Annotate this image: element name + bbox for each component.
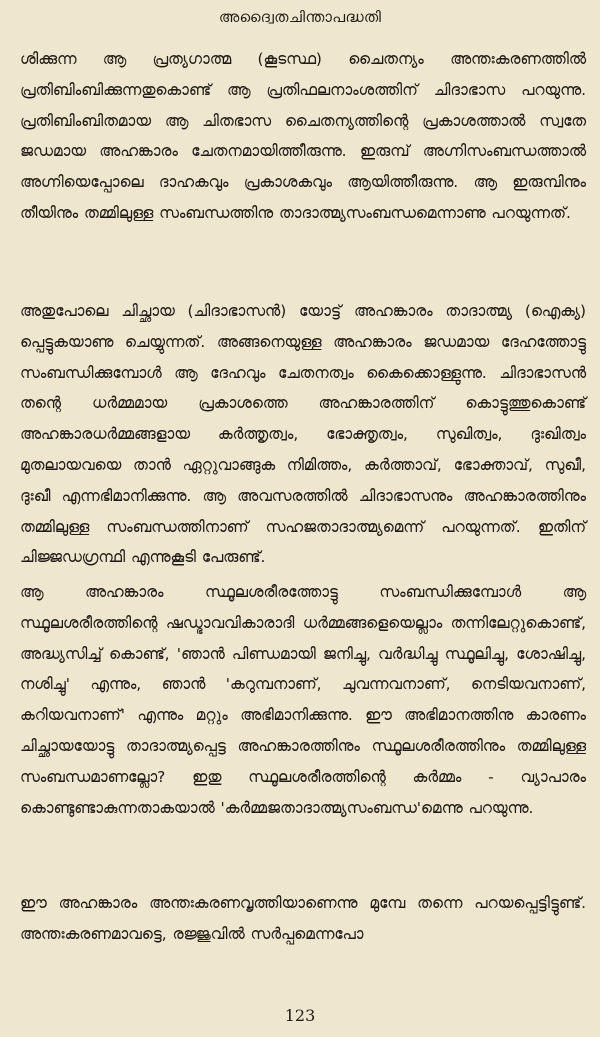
- paragraph-3: ആ അഹങ്കാരം സ്ഥൂലശരീരത്തോട്ടു സംബന്ധിക്കുമ്പോൾ ആ സ്ഥൂലശരീരത്തിന്റെ ഷഡ്ഭാവവികാരാദി ധർമ്മങ്ങളെയെല്ലാം തന്നിലേറ്റുകൊണ്ട്, അദ്ധ്യസിച്ച് കൊണ്ട്, 'ഞാൻ പിണ്ഡമായി ജനിച്ചു, വർദ്ധിച്ചു സ്ഥൂലിച്ചു, ശോഷിച്ചു, നശിച്ചു' എന്നും, ഞാൻ 'കറുമ്പനാണ്, ചുവന്നവനാണ്, നെടിയവനാണ്, കറിയവനാണ്' എന്നും മറ്റും അഭിമാനിക്കുന്നു. ഈ അഭിമാനത്തിനു കാരണം ചിച്ഛായയോട്ടു താദാത്മ്യപ്പെട്ട അഹങ്കാരത്തിനും സ്ഥൂലശരീരത്തിനും തമ്മിലുള്ള സംബന്ധമാണല്ലോ? ഇതു സ്ഥൂലശരീരത്തിന്റെ കർമ്മം - വ്യാപാരം കൊണ്ടുണ്ടാകുന്നതാകയാൽ 'കർമ്മജതാദാത്മ്യസംബന്ധ'മെന്നു പറയുന്നു.: [20, 583, 586, 817]
- paragraph-1: ശിക്കുന്ന ആ പ്രത്യഗാത്മ (കൂടസ്ഥ) ചൈതന്യം അന്തഃകരണത്തിൽ പ്രതിബിംബിക്കുന്നതുകൊണ്ട് ആ പ്രതിഫലനാംശത്തിന് ചിദാഭാസ പറയുന്നു. പ്രതിബിംബിതമായ ആ ചിതഭാസ ചൈതന്യത്തിന്റെ പ്രകാശത്താൽ സ്വതേ ജഡമായ അഹങ്കാരം ചേതനമായിത്തീരുന്നു. ഇരുമ്പ് അഗ്നിസംബന്ധത്താൽ അഗ്നിയെപ്പോലെ ദാഹകവും പ്രകാശകവും ആയിത്തീരുന്നു. ആ ഇരുമ്പിനും തീയിനും തമ്മിലുള്ള സംബന്ധത്തിനു താദാത്മ്യസംബന്ധമെന്നാണു പറയുന്നത്.: [20, 50, 586, 222]
- page-number: 123: [284, 1006, 316, 1025]
- running-header: അദ്വൈതചിന്താപദ്ധതി: [218, 8, 382, 26]
- paragraph-2: അതുപോലെ ചിച്ഛായ (ചിദാഭാസൻ) യോട്ട് അഹങ്കാരം താദാത്മ്യ (ഐക്യ) പ്പെട്ടുകയാണു ചെയ്യുന്നത്. അങ്ങനെയുള്ള അഹങ്കാരം ജഡമായ ദേഹത്തോട്ടു സംബന്ധിക്കുമ്പോൾ ആ ദേഹവും ചേതനത്വം കൈക്കൊള്ളുന്നു. ചിദാഭാസൻ തന്റെ ധർമ്മമായ പ്രകാശത്തെ അഹങ്കാരത്തിന് കൊട്ടുത്തുകൊണ്ട് അഹങ്കാരധർമ്മങ്ങളായ കർത്തൃത്വം, ഭോക്തൃത്വം, സുഖിത്വം, ദുഃഖിത്വം മുതലായവയെ താൻ ഏറ്റുവാങ്ങുക നിമിത്തം, കർത്താവ്, ഭോക്താവ്, സുഖീ, ദുഃഖീ എന്നഭിമാനിക്കുന്നു. ആ അവസരത്തിൽ ചിദാഭാസനും അഹങ്കാരത്തിനും തമ്മിലുള്ള സംബന്ധത്തിനാണ് സഹജതാദാത്മ്യമെന്ന് പറയുന്നത്. ഇതിന് ചിജ്ജഡഗ്രന്ഥി എന്നുകൂടി പേരുണ്ട്.: [20, 302, 586, 567]
- paragraph-4: ഈ അഹങ്കാരം അന്തഃകരണവൃത്തിയാണെന്നു മുമ്പേ തന്നെ പറയപ്പെട്ടിട്ടുണ്ട്. അന്തഃകരണമാവട്ടെ, രജ്ജുവിൽ സർപ്പമെന്നപോ: [20, 894, 586, 943]
